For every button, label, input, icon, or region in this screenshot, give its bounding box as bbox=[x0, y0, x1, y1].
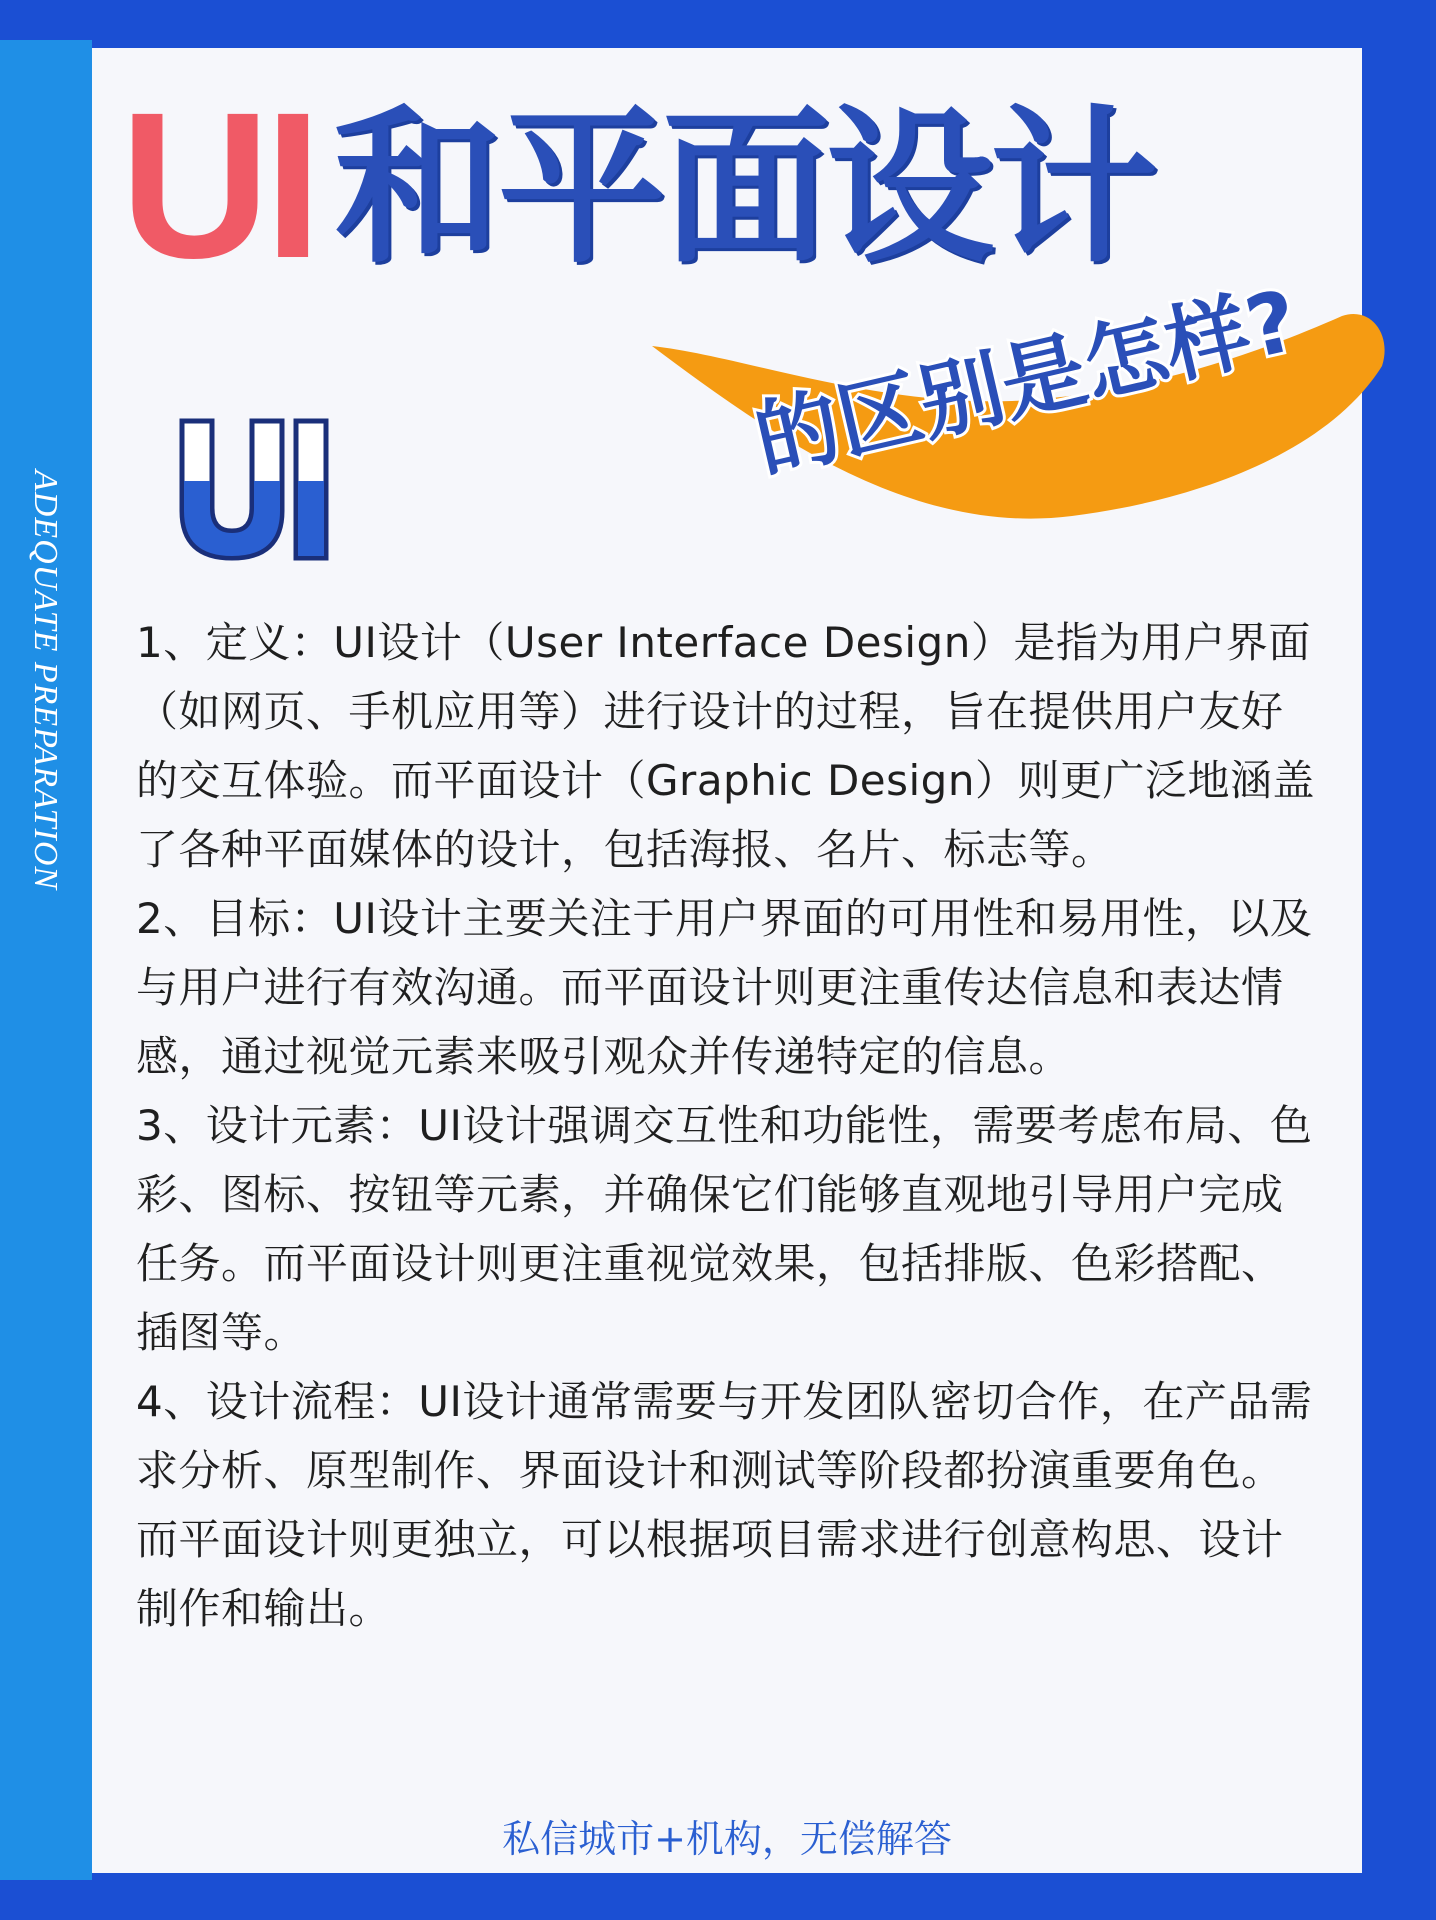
title-ui-text: UI bbox=[120, 70, 316, 302]
ui-letters-icon bbox=[172, 413, 332, 563]
subtitle: 的区别是怎样? bbox=[746, 271, 1307, 492]
footer-cta: 私信城市+机构，无偿解答 bbox=[502, 1817, 952, 1861]
title-cn-text: 和平面设计 bbox=[334, 90, 1154, 286]
paragraph-definition: 1、定义：UI设计（User Interface Design）是指为用户界面（如网页、手机应用等）进行设计的过程，旨在提供用户友好的交互体验。而平面设计（Graphic Design）则更广泛地涵盖了各种平面媒体的设计，包括海报、名片、标志等。 bbox=[136, 618, 1315, 874]
page-title bbox=[120, 70, 1154, 302]
paragraph-elements: 3、设计元素：UI设计强调交互性和功能性，需要考虑布局、色彩、图标、按钮等元素，并确保它们能够直观地引导用户完成任务。而平面设计则更注重视觉效果，包括排版、色彩搭配、插图等。 bbox=[136, 1101, 1313, 1357]
content-card bbox=[92, 48, 1362, 1873]
side-vertical-text: ADEQUATE PREPARATION bbox=[27, 470, 64, 891]
side-strip bbox=[0, 40, 92, 1880]
paragraph-process: 4、设计流程：UI设计通常需要与开发团队密切合作，在产品需求分析、原型制作、界面设计和测试等阶段都扮演重要角色。而平面设计则更独立，可以根据项目需求进行创意构思、设计制作和输出。 bbox=[136, 1377, 1313, 1633]
paragraph-goal: 2、目标：UI设计主要关注于用户界面的可用性和易用性，以及与用户进行有效沟通。而平面设计则更注重传达信息和表达情感，通过视觉元素来吸引观众并传递特定的信息。 bbox=[136, 894, 1313, 1081]
main-content bbox=[136, 608, 1316, 1643]
